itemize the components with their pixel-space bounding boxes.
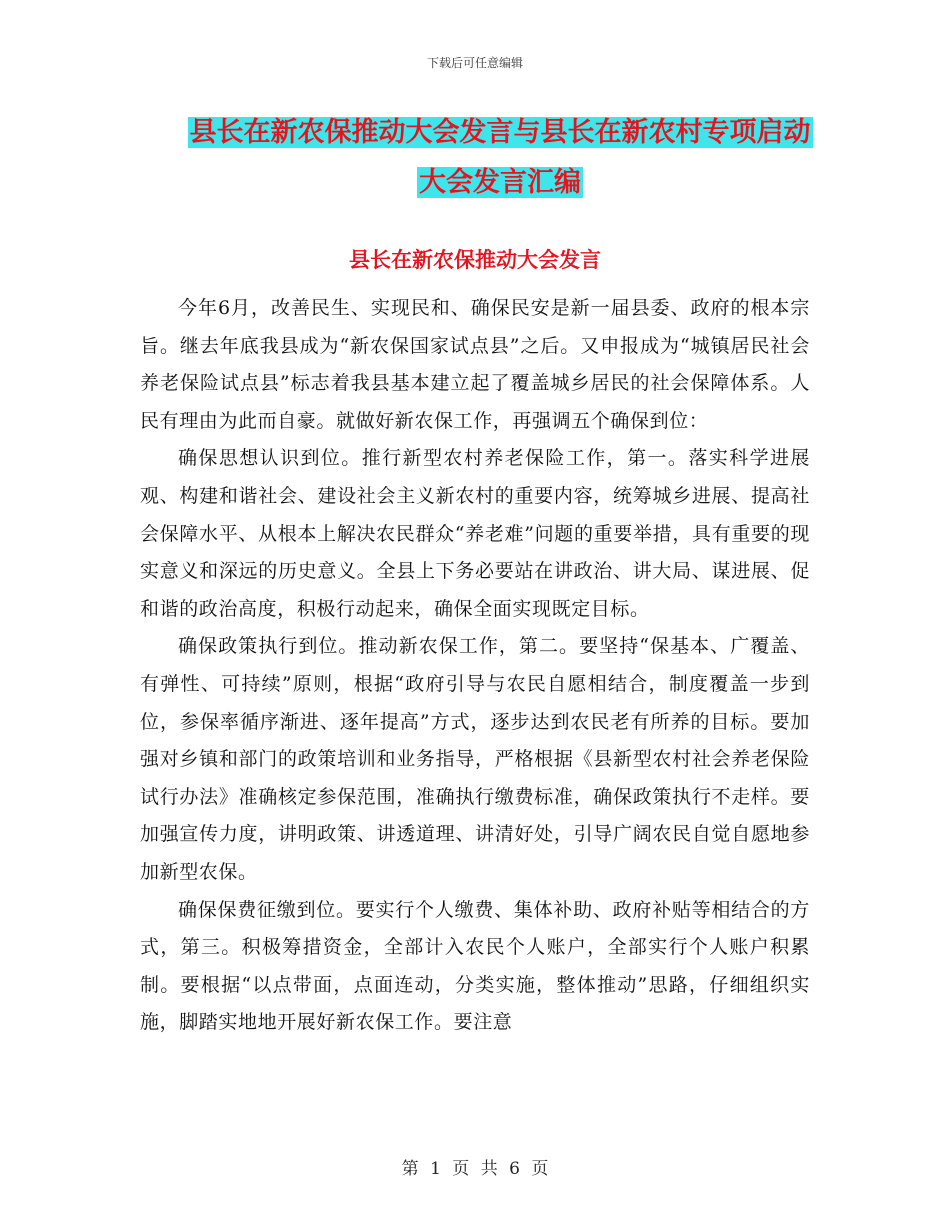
paragraph: 确保政策执行到位。推动新农保工作，第二。要坚持“保基本、广覆盖、有弹性、可持续”原则，根据“政府引导与农民自愿相结合，制度覆盖一步到位，参保率循序渐进、逐年提高”方式，逐步达到农民老有所养的目标。要加强对乡镇和部门的政策培训和业务指导，严格根据《县新型农村社会养老保险试行办法》准确核定参保范围，准确执行缴费标准，确保政策执行不走样。要加强宣传力度，讲明政策、讲透道理、讲清好处，引导广阔农民自觉自愿地参加新型农保。: [140, 635, 810, 883]
paragraph: 确保保费征缴到位。要实行个人缴费、集体补助、政府补贴等相结合的方式，第三。积极筹措资金，全部计入农民个人账户，全部实行个人账户积累制。要根据“以点带面，点面连动，分类实施，整体推动”思路，仔细组织实施，脚踏实地地开展好新农保工作。要注意: [140, 898, 810, 1034]
document-body: [140, 290, 810, 1042]
document-title-line-2: 大会发言汇编: [419, 167, 581, 198]
paragraph: 确保思想认识到位。推行新型农村养老保险工作，第一。落实科学进展观、构建和谐社会、建设社会主义新农村的重要内容，统筹城乡进展、提高社会保障水平、从根本上解决农民群众“养老难”问题的重要举措，具有重要的现实意义和深远的历史意义。全县上下务必要站在讲政治、讲大局、谋进展、促和谐的政治高度，积极行动起来，确保全面实现既定目标。: [140, 447, 810, 620]
section-title: 县长在新农保推动大会发言: [349, 248, 601, 272]
page-footer: 第 1 页 共 6 页: [401, 1159, 549, 1179]
document-title: [140, 108, 860, 208]
document-title-line-1: 县长在新农保推动大会发言与县长在新农村专项启动: [189, 117, 811, 148]
page-header-note: 下载后可任意编辑: [426, 56, 523, 70]
paragraph: 今年6月，改善民生、实现民和、确保民安是新一届县委、政府的根本宗旨。继去年底我县成为“新农保国家试点县”之后。又申报成为“城镇居民社会养老保险试点县”标志着我县基本建立起了覆盖城乡居民的社会保障体系。人民有理由为此而自豪。就做好新农保工作，再强调五个确保到位：: [140, 297, 810, 432]
